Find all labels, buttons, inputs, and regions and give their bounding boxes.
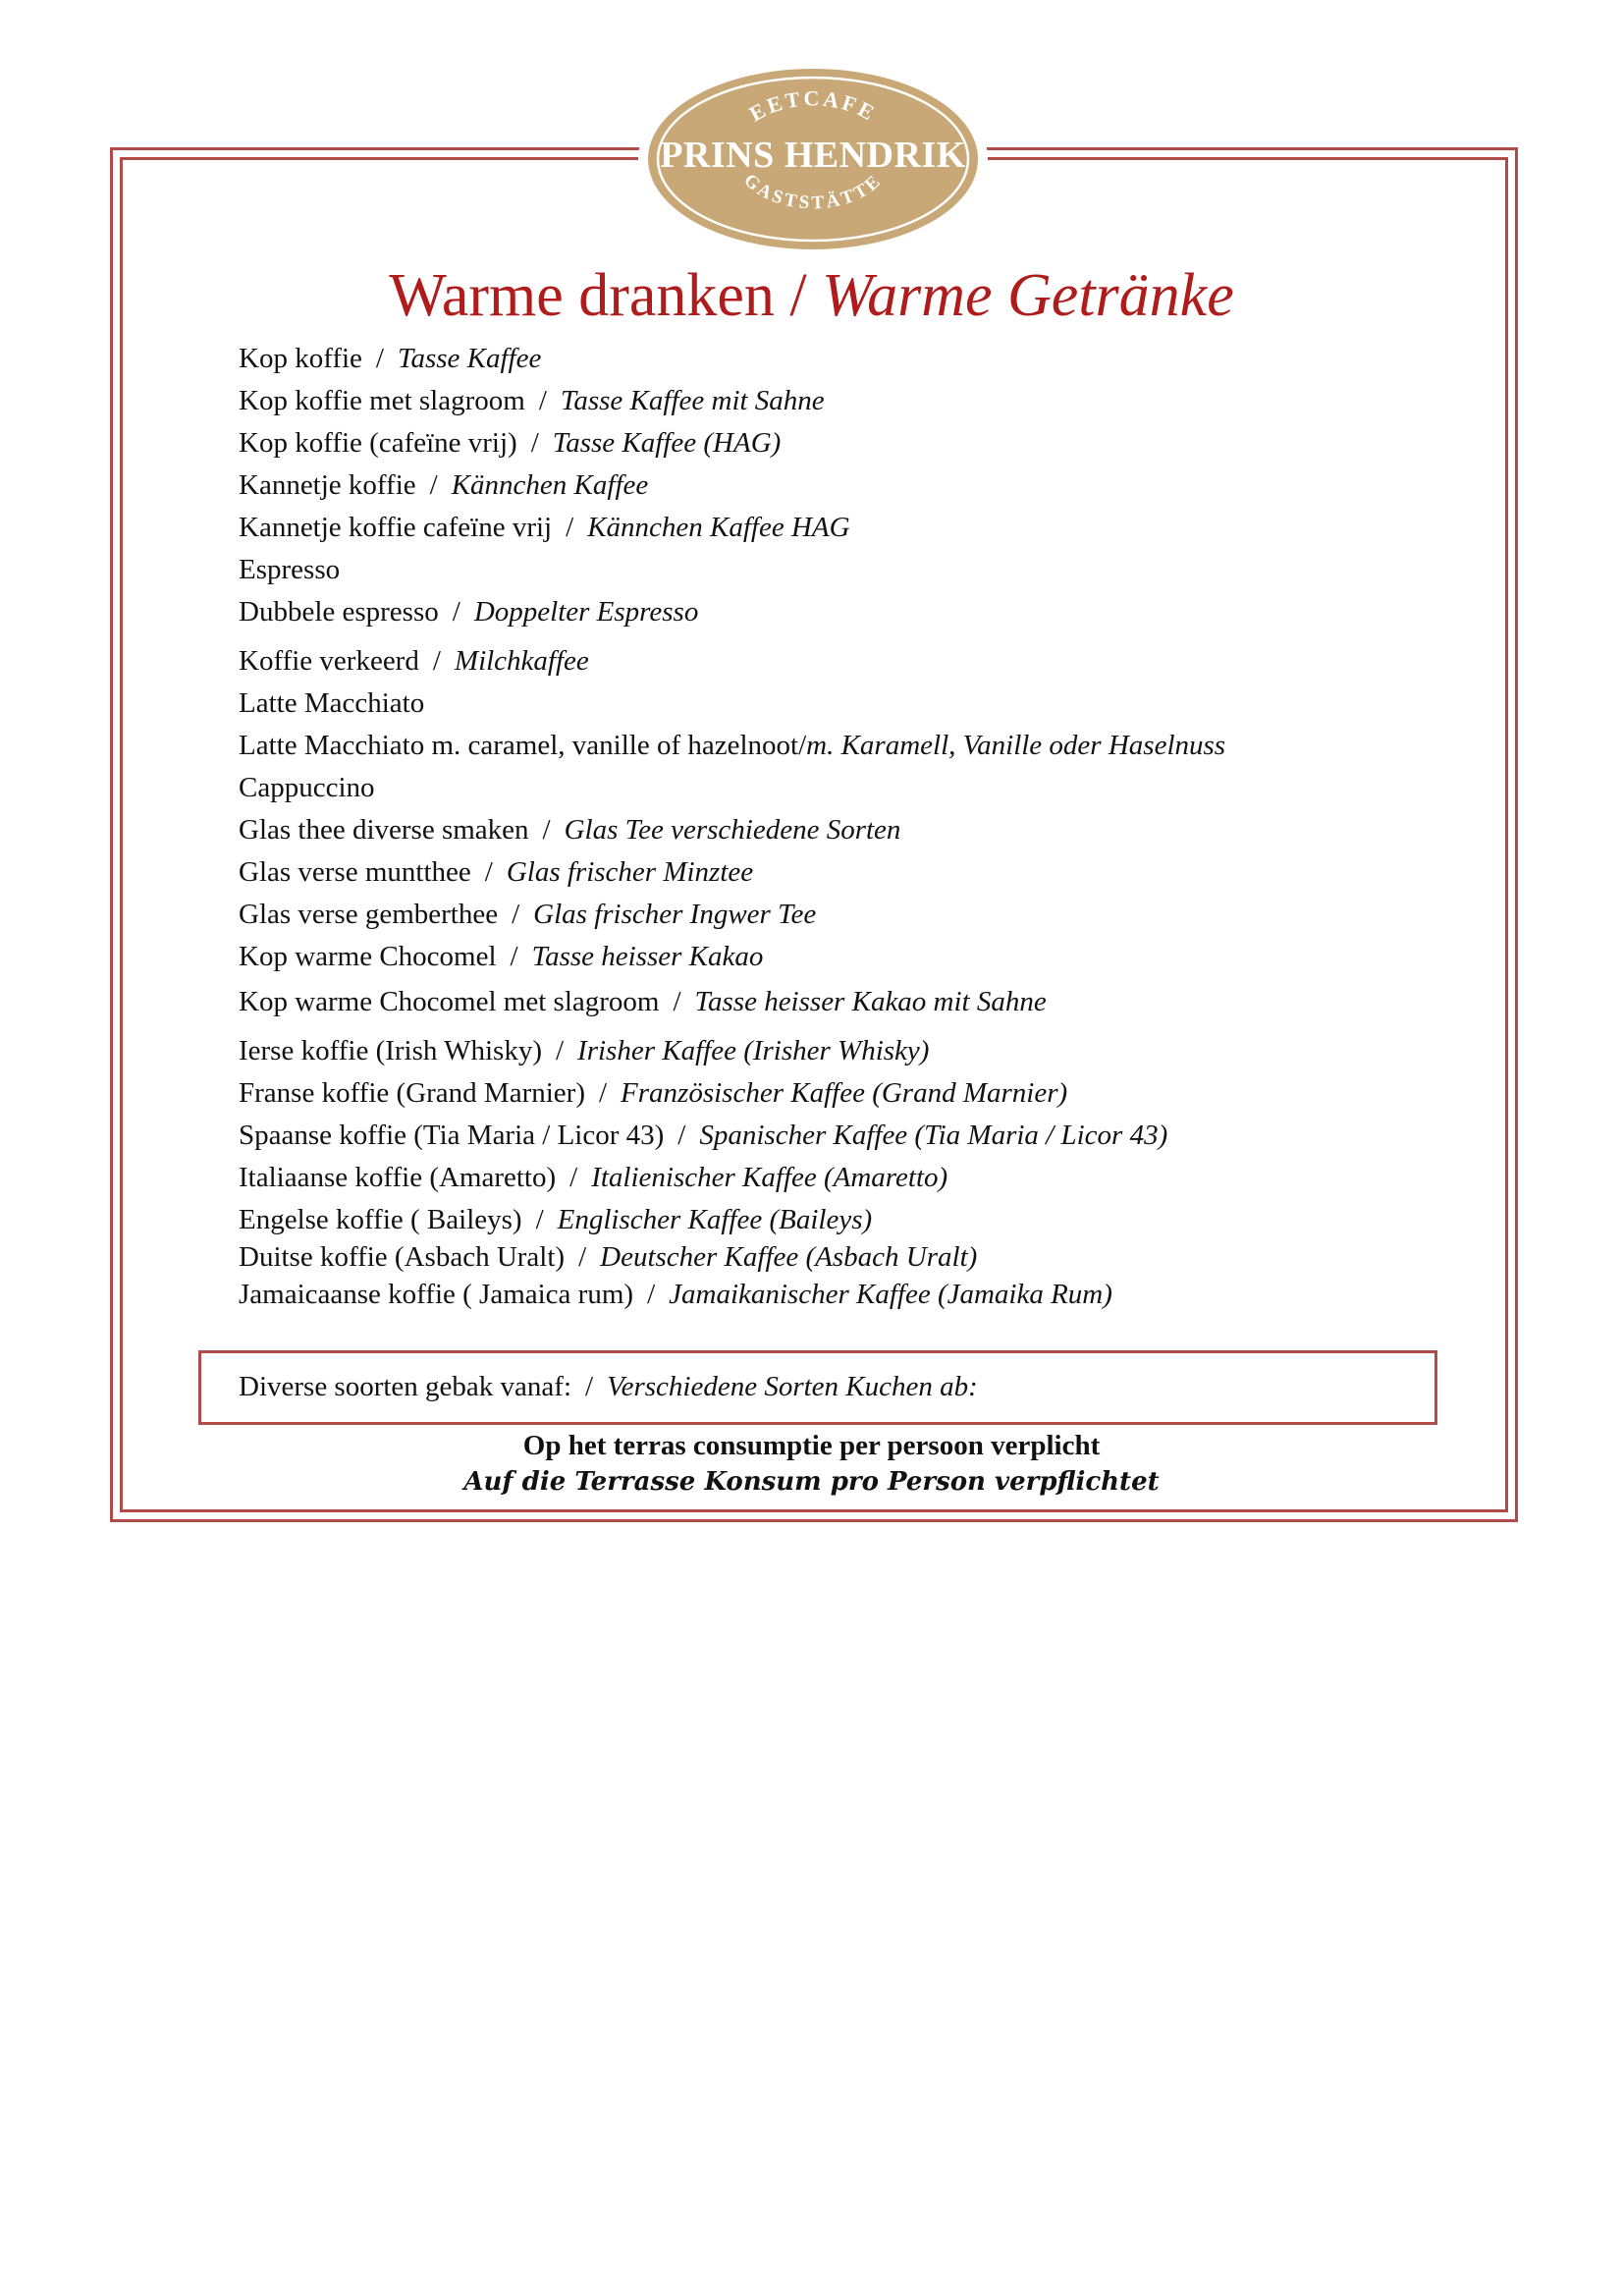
menu-item-de: Glas frischer Ingwer Tee bbox=[533, 899, 817, 930]
menu-item bbox=[239, 641, 589, 681]
menu-item-de: Tasse heisser Kakao bbox=[531, 941, 764, 972]
menu-item bbox=[239, 937, 763, 976]
terrace-notice-de: Auf die Terrasse Konsum pro Person verpflichtet bbox=[463, 1467, 1160, 1497]
menu-item-de: Italienischer Kaffee (Amaretto) bbox=[591, 1162, 948, 1193]
menu-item-nl: Glas verse muntthee bbox=[239, 856, 471, 888]
menu-item-de: m. Karamell, Vanille oder Haselnuss bbox=[806, 730, 1226, 761]
menu-item bbox=[239, 339, 541, 378]
terrace-notice-nl: Op het terras consumptie per persoon verplicht bbox=[522, 1430, 1101, 1461]
menu-item-de: Französischer Kaffee (Grand Marnier) bbox=[621, 1077, 1068, 1109]
menu-item-nl: Kop koffie met slagroom bbox=[239, 385, 525, 416]
menu-item-nl: Kannetje koffie cafeïne vrij bbox=[239, 512, 553, 543]
menu-item bbox=[239, 1158, 947, 1197]
page-title-separator: / bbox=[789, 262, 807, 329]
menu-item-nl: Dubbele espresso bbox=[239, 596, 439, 628]
menu-item-de: Jamaikanischer Kaffee (Jamaika Rum) bbox=[669, 1279, 1112, 1310]
menu-item-separator: / bbox=[569, 1162, 578, 1193]
menu-item bbox=[239, 810, 900, 849]
menu-item-separator: / bbox=[538, 385, 547, 416]
menu-item bbox=[239, 852, 753, 892]
menu-item-de: Deutscher Kaffee (Asbach Uralt) bbox=[600, 1241, 978, 1273]
menu-item-de: Tasse Kaffee (HAG) bbox=[552, 427, 782, 459]
menu-item-de: Englischer Kaffee (Baileys) bbox=[557, 1204, 873, 1235]
menu-item bbox=[239, 683, 424, 723]
menu-item-separator: / bbox=[598, 1077, 608, 1109]
pastry-box bbox=[198, 1350, 1437, 1425]
menu-item-nl: Kop warme Chocomel met slagroom bbox=[239, 986, 660, 1017]
menu-item-nl: Jamaicaanse koffie ( Jamaica rum) bbox=[239, 1279, 634, 1310]
menu-item-nl: Kop koffie (cafeïne vrij) bbox=[239, 427, 517, 459]
menu-item bbox=[239, 1275, 1112, 1314]
menu-item-nl: Spaanse koffie (Tia Maria / Licor 43) bbox=[239, 1120, 665, 1151]
menu-item-nl: Espresso bbox=[239, 554, 341, 585]
menu-item-nl: Glas thee diverse smaken bbox=[239, 814, 529, 846]
logo-badge bbox=[638, 61, 988, 257]
menu-item-nl: Kop koffie bbox=[239, 343, 362, 374]
menu-item-separator: / bbox=[673, 986, 681, 1017]
menu-item-separator: / bbox=[535, 1204, 544, 1235]
menu-item-separator: / bbox=[542, 814, 551, 846]
menu-item bbox=[239, 381, 825, 420]
pastry-separator: / bbox=[585, 1371, 594, 1402]
menu-item-separator: / bbox=[429, 469, 438, 501]
menu-item bbox=[239, 768, 375, 807]
menu-item-nl: Ierse koffie (Irish Whisky) bbox=[239, 1035, 542, 1066]
menu-item-nl: Italiaanse koffie (Amaretto) bbox=[239, 1162, 557, 1193]
menu-item-de: Glas frischer Minztee bbox=[506, 856, 754, 888]
menu-item-nl: Koffie verkeerd bbox=[239, 645, 419, 677]
menu-item-de: Kännchen Kaffee bbox=[451, 469, 649, 501]
menu-item-nl: Engelse koffie ( Baileys) bbox=[239, 1204, 522, 1235]
menu-item-nl: Latte Macchiato m. caramel, vanille of hazelnoot/ bbox=[239, 730, 807, 761]
menu-item-nl: Cappuccino bbox=[239, 772, 375, 803]
menu-item-nl: Duitse koffie (Asbach Uralt) bbox=[239, 1241, 566, 1273]
menu-item-de: Tasse heisser Kakao mit Sahne bbox=[694, 986, 1047, 1017]
menu-item-de: Kännchen Kaffee HAG bbox=[587, 512, 850, 543]
menu-item bbox=[239, 592, 698, 631]
menu-item-separator: / bbox=[510, 941, 518, 972]
menu-item bbox=[239, 550, 340, 589]
menu-item bbox=[239, 423, 781, 463]
menu-item bbox=[239, 1073, 1067, 1113]
logo-top-text: EETCAFE bbox=[744, 85, 882, 127]
menu-item bbox=[239, 1237, 977, 1277]
menu-item-de: Milchkaffee bbox=[454, 645, 589, 677]
menu-item-separator: / bbox=[432, 645, 441, 677]
menu-item-separator: / bbox=[375, 343, 384, 374]
menu-item bbox=[239, 1116, 1167, 1155]
menu-item bbox=[239, 508, 850, 547]
menu-item-de: Tasse Kaffee mit Sahne bbox=[560, 385, 825, 416]
menu-item-separator: / bbox=[578, 1241, 587, 1273]
menu-item-nl: Latte Macchiato bbox=[239, 687, 425, 719]
menu-item-nl: Kop warme Chocomel bbox=[239, 941, 497, 972]
menu-item bbox=[239, 465, 648, 505]
menu-item-separator: / bbox=[677, 1120, 686, 1151]
menu-item-nl: Franse koffie (Grand Marnier) bbox=[239, 1077, 585, 1109]
menu-item-nl: Kannetje koffie bbox=[239, 469, 416, 501]
page-title-de: Warme Getränke bbox=[822, 262, 1234, 329]
page-title bbox=[0, 262, 1623, 329]
menu-item-de: Spanischer Kaffee (Tia Maria / Licor 43) bbox=[699, 1120, 1168, 1151]
logo-bottom-text: GASTSTÄTTE bbox=[739, 169, 887, 214]
menu-item-separator: / bbox=[512, 899, 520, 930]
menu-item-de: Irisher Kaffee (Irisher Whisky) bbox=[577, 1035, 930, 1066]
logo-name: PRINS HENDRIK bbox=[660, 135, 966, 176]
pastry-nl: Diverse soorten gebak vanaf: bbox=[239, 1371, 572, 1402]
menu-item-de: Doppelter Espresso bbox=[473, 596, 699, 628]
pastry-de: Verschiedene Sorten Kuchen ab: bbox=[607, 1371, 978, 1402]
pastry-line bbox=[239, 1367, 978, 1406]
menu-item bbox=[239, 1200, 872, 1239]
menu-item-nl: Glas verse gemberthee bbox=[239, 899, 499, 930]
menu-item-separator: / bbox=[647, 1279, 656, 1310]
menu-item bbox=[239, 895, 816, 934]
menu-item-separator: / bbox=[530, 427, 539, 459]
menu-item bbox=[239, 982, 1047, 1021]
page-title-nl: Warme dranken bbox=[389, 262, 775, 329]
menu-item-separator: / bbox=[452, 596, 460, 628]
menu-item bbox=[239, 726, 1225, 765]
menu-item-separator: / bbox=[555, 1035, 565, 1066]
menu-item-de: Tasse Kaffee bbox=[397, 343, 542, 374]
menu-item-separator: / bbox=[484, 856, 493, 888]
menu-item-de: Glas Tee verschiedene Sorten bbox=[564, 814, 901, 846]
menu-item-separator: / bbox=[566, 512, 574, 543]
menu-item bbox=[239, 1031, 929, 1070]
